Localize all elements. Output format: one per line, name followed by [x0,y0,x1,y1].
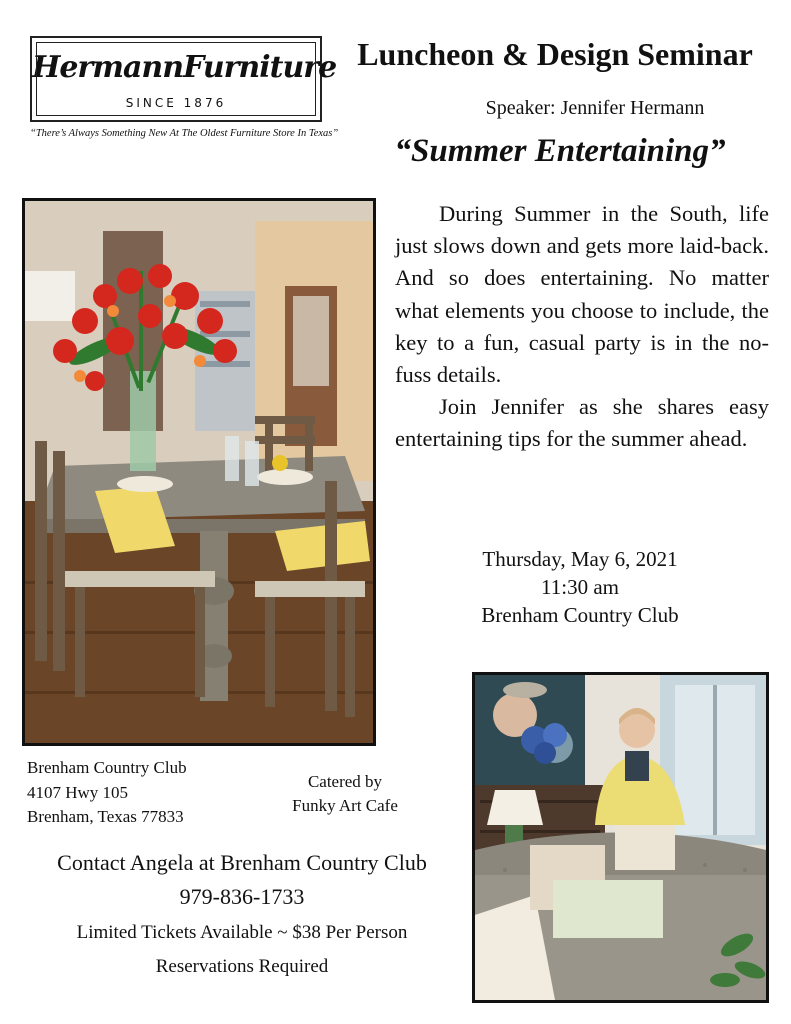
contact-line: Contact Angela at Brenham Country Club [57,850,427,875]
caterer-name: Funky Art Cafe [292,796,398,815]
seminar-description [395,198,769,456]
reservations-note: Reservations Required [155,956,329,977]
description-paragraph: Join Jennifer as she shares easy entertaining tips for the summer ahead. [395,394,769,452]
address-line: 4107 Hwy 105 [27,782,129,802]
catering-info [275,770,415,818]
speaker-line: Speaker: Jennifer Hermann [485,97,705,119]
address-line: Brenham Country Club [27,758,187,777]
logo [30,36,337,122]
venue-address [27,756,257,830]
contact-info [22,846,462,984]
contact-phone: 979-836-1733 [179,884,305,909]
address-line: Brenham, Texas 77833 [27,807,184,826]
event-details [420,545,740,629]
seminar-subtitle: “Summer Entertaining” [394,133,726,169]
description-paragraph: During Summer in the South, life just slows down and gets more laid-back. And so does entertaining. No matter what elements you choose to include, the key to a fun, casual party is in the no-fuss details. [395,201,769,388]
ticket-info: Limited Tickets Available ~ $38 Per Person [76,922,408,943]
speaker-photo [472,672,769,1003]
event-date: Thursday, May 6, 2021 [482,547,678,571]
tagline: “There’s Always Something New At The Oldest Furniture Store In Texas” [30,128,339,139]
logo-since: SINCE 1876 [125,96,227,110]
dining-table-photo [22,198,376,746]
event-venue: Brenham Country Club [481,603,679,627]
catered-by-label: Catered by [307,772,383,791]
event-time: 11:30 am [541,575,619,599]
logo-name: HermannFurniture [32,50,337,85]
event-title: Luncheon & Design Seminar [357,36,753,72]
